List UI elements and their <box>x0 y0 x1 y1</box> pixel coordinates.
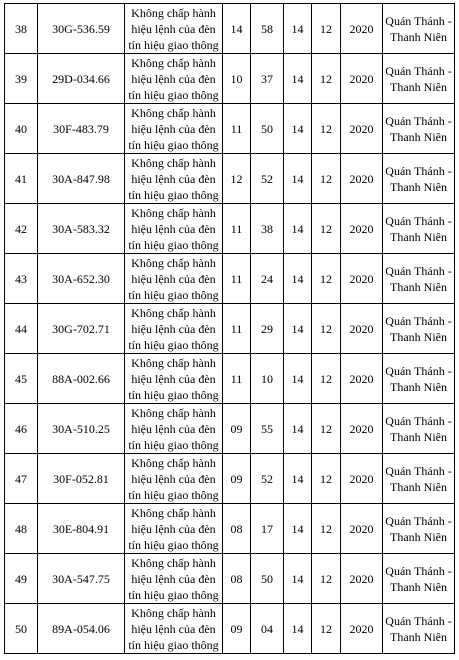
month-cell: 12 <box>312 54 341 104</box>
violation-line: Không chấp hành <box>131 405 216 420</box>
month-cell: 12 <box>312 104 341 154</box>
year-cell: 2020 <box>341 504 383 554</box>
location-line: Thanh Niên <box>390 129 447 144</box>
plate-cell: 30G-536.59 <box>38 4 125 54</box>
violation-line: Không chấp hành <box>131 255 216 270</box>
violation-cell <box>125 354 223 404</box>
hour-cell: 10 <box>223 54 251 104</box>
violation-line: hiệu lệnh của đèn <box>131 71 216 86</box>
month-cell: 12 <box>312 254 341 304</box>
day-cell: 14 <box>284 254 312 304</box>
location-line: Quán Thánh - <box>385 213 452 228</box>
violation-line: hiệu lệnh của đèn <box>131 21 216 36</box>
stt-cell: 50 <box>5 604 38 654</box>
day-cell: 14 <box>284 104 312 154</box>
violation-line: Không chấp hành <box>131 505 216 520</box>
violation-cell <box>125 404 223 454</box>
stt-cell: 38 <box>5 4 38 54</box>
day-cell: 14 <box>284 504 312 554</box>
location-line: Quán Thánh - <box>385 63 452 78</box>
violation-line: tín hiệu giao thông <box>128 287 219 302</box>
hour-cell: 09 <box>223 454 251 504</box>
stt-cell: 42 <box>5 204 38 254</box>
table-body <box>5 4 455 654</box>
stt-cell: 44 <box>5 304 38 354</box>
month-cell: 12 <box>312 204 341 254</box>
location-line: Thanh Niên <box>390 579 447 594</box>
month-cell: 12 <box>312 454 341 504</box>
location-line: Quán Thánh - <box>385 163 452 178</box>
violation-cell <box>125 104 223 154</box>
violation-cell <box>125 204 223 254</box>
violations-table <box>4 3 455 654</box>
location-line: Quán Thánh - <box>385 263 452 278</box>
table-row <box>5 204 455 254</box>
hour-cell: 09 <box>223 604 251 654</box>
location-cell <box>383 354 455 404</box>
day-cell: 14 <box>284 604 312 654</box>
location-cell <box>383 104 455 154</box>
violation-cell <box>125 554 223 604</box>
violation-line: tín hiệu giao thông <box>128 437 219 452</box>
day-cell: 14 <box>284 204 312 254</box>
violation-cell <box>125 154 223 204</box>
violation-line: Không chấp hành <box>131 355 216 370</box>
hour-cell: 09 <box>223 404 251 454</box>
stt-cell: 39 <box>5 54 38 104</box>
stt-cell: 47 <box>5 454 38 504</box>
table-row <box>5 304 455 354</box>
table-row <box>5 154 455 204</box>
location-cell <box>383 4 455 54</box>
hour-cell: 11 <box>223 204 251 254</box>
violation-line: hiệu lệnh của đèn <box>131 271 216 286</box>
violation-line: Không chấp hành <box>131 455 216 470</box>
location-cell <box>383 154 455 204</box>
stt-cell: 46 <box>5 404 38 454</box>
plate-cell: 88A-002.66 <box>38 354 125 404</box>
minute-cell: 37 <box>251 54 284 104</box>
violation-cell <box>125 254 223 304</box>
location-line: Thanh Niên <box>390 429 447 444</box>
year-cell: 2020 <box>341 304 383 354</box>
table-row <box>5 454 455 504</box>
stt-cell: 43 <box>5 254 38 304</box>
location-line: Thanh Niên <box>390 329 447 344</box>
minute-cell: 10 <box>251 354 284 404</box>
minute-cell: 29 <box>251 304 284 354</box>
year-cell: 2020 <box>341 154 383 204</box>
location-line: Thanh Niên <box>390 479 447 494</box>
stt-cell: 48 <box>5 504 38 554</box>
year-cell: 2020 <box>341 554 383 604</box>
plate-cell: 89A-054.06 <box>38 604 125 654</box>
violation-line: tín hiệu giao thông <box>128 187 219 202</box>
violation-line: hiệu lệnh của đèn <box>131 171 216 186</box>
year-cell: 2020 <box>341 604 383 654</box>
day-cell: 14 <box>284 404 312 454</box>
table-row <box>5 104 455 154</box>
violation-line: tín hiệu giao thông <box>128 537 219 552</box>
minute-cell: 50 <box>251 554 284 604</box>
location-line: Quán Thánh - <box>385 513 452 528</box>
plate-cell: 30F-052.81 <box>38 454 125 504</box>
month-cell: 12 <box>312 4 341 54</box>
violation-line: Không chấp hành <box>131 305 216 320</box>
month-cell: 12 <box>312 154 341 204</box>
plate-cell: 30A-652.30 <box>38 254 125 304</box>
violation-line: tín hiệu giao thông <box>128 387 219 402</box>
violation-line: hiệu lệnh của đèn <box>131 121 216 136</box>
minute-cell: 04 <box>251 604 284 654</box>
violation-line: Không chấp hành <box>131 555 216 570</box>
stt-cell: 49 <box>5 554 38 604</box>
minute-cell: 38 <box>251 204 284 254</box>
violation-line: tín hiệu giao thông <box>128 87 219 102</box>
location-line: Quán Thánh - <box>385 563 452 578</box>
location-line: Thanh Niên <box>390 279 447 294</box>
violation-line: Không chấp hành <box>131 205 216 220</box>
violation-cell <box>125 54 223 104</box>
table-row <box>5 404 455 454</box>
location-line: Thanh Niên <box>390 529 447 544</box>
violation-cell <box>125 454 223 504</box>
month-cell: 12 <box>312 504 341 554</box>
day-cell: 14 <box>284 304 312 354</box>
minute-cell: 52 <box>251 454 284 504</box>
hour-cell: 11 <box>223 254 251 304</box>
plate-cell: 30F-483.79 <box>38 104 125 154</box>
year-cell: 2020 <box>341 104 383 154</box>
violation-line: tín hiệu giao thông <box>128 137 219 152</box>
hour-cell: 11 <box>223 354 251 404</box>
violation-line: hiệu lệnh của đèn <box>131 221 216 236</box>
violation-line: hiệu lệnh của đèn <box>131 521 216 536</box>
violation-line: tín hiệu giao thông <box>128 487 219 502</box>
hour-cell: 12 <box>223 154 251 204</box>
year-cell: 2020 <box>341 404 383 454</box>
table-row <box>5 554 455 604</box>
minute-cell: 55 <box>251 404 284 454</box>
location-cell <box>383 204 455 254</box>
violation-line: Không chấp hành <box>131 5 216 20</box>
plate-cell: 30E-804.91 <box>38 504 125 554</box>
location-cell <box>383 54 455 104</box>
minute-cell: 24 <box>251 254 284 304</box>
day-cell: 14 <box>284 154 312 204</box>
location-line: Thanh Niên <box>390 229 447 244</box>
plate-cell: 30A-847.98 <box>38 154 125 204</box>
location-line: Thanh Niên <box>390 79 447 94</box>
day-cell: 14 <box>284 354 312 404</box>
location-line: Quán Thánh - <box>385 463 452 478</box>
day-cell: 14 <box>284 54 312 104</box>
violation-line: Không chấp hành <box>131 55 216 70</box>
violation-line: tín hiệu giao thông <box>128 237 219 252</box>
location-line: Thanh Niên <box>390 29 447 44</box>
location-cell <box>383 454 455 504</box>
plate-cell: 30A-510.25 <box>38 404 125 454</box>
month-cell: 12 <box>312 604 341 654</box>
day-cell: 14 <box>284 4 312 54</box>
table-row <box>5 54 455 104</box>
year-cell: 2020 <box>341 354 383 404</box>
table-row <box>5 504 455 554</box>
violation-line: hiệu lệnh của đèn <box>131 371 216 386</box>
location-line: Quán Thánh - <box>385 413 452 428</box>
violation-line: hiệu lệnh của đèn <box>131 621 216 636</box>
violation-line: hiệu lệnh của đèn <box>131 321 216 336</box>
violation-line: hiệu lệnh của đèn <box>131 471 216 486</box>
location-line: Quán Thánh - <box>385 313 452 328</box>
table-row <box>5 604 455 654</box>
day-cell: 14 <box>284 454 312 504</box>
violation-cell <box>125 304 223 354</box>
year-cell: 2020 <box>341 54 383 104</box>
violation-line: tín hiệu giao thông <box>128 587 219 602</box>
location-cell <box>383 254 455 304</box>
violation-line: tín hiệu giao thông <box>128 37 219 52</box>
minute-cell: 52 <box>251 154 284 204</box>
location-cell <box>383 304 455 354</box>
hour-cell: 11 <box>223 104 251 154</box>
month-cell: 12 <box>312 404 341 454</box>
hour-cell: 14 <box>223 4 251 54</box>
table-row <box>5 354 455 404</box>
year-cell: 2020 <box>341 454 383 504</box>
violation-line: Không chấp hành <box>131 105 216 120</box>
plate-cell: 30G-702.71 <box>38 304 125 354</box>
location-cell <box>383 604 455 654</box>
location-line: Thanh Niên <box>390 629 447 644</box>
month-cell: 12 <box>312 304 341 354</box>
violation-cell <box>125 504 223 554</box>
location-cell <box>383 554 455 604</box>
location-line: Quán Thánh - <box>385 363 452 378</box>
violation-line: Không chấp hành <box>131 605 216 620</box>
day-cell: 14 <box>284 554 312 604</box>
year-cell: 2020 <box>341 204 383 254</box>
location-line: Quán Thánh - <box>385 613 452 628</box>
stt-cell: 40 <box>5 104 38 154</box>
hour-cell: 11 <box>223 304 251 354</box>
table-row <box>5 254 455 304</box>
violation-line: hiệu lệnh của đèn <box>131 421 216 436</box>
violation-cell <box>125 4 223 54</box>
violation-line: tín hiệu giao thông <box>128 337 219 352</box>
location-line: Thanh Niên <box>390 179 447 194</box>
violation-line: hiệu lệnh của đèn <box>131 571 216 586</box>
table-row <box>5 4 455 54</box>
location-line: Thanh Niên <box>390 379 447 394</box>
violation-cell <box>125 604 223 654</box>
location-cell <box>383 404 455 454</box>
location-line: Quán Thánh - <box>385 13 452 28</box>
violation-line: Không chấp hành <box>131 155 216 170</box>
plate-cell: 30A-547.75 <box>38 554 125 604</box>
location-line: Quán Thánh - <box>385 113 452 128</box>
minute-cell: 58 <box>251 4 284 54</box>
stt-cell: 41 <box>5 154 38 204</box>
minute-cell: 17 <box>251 504 284 554</box>
month-cell: 12 <box>312 354 341 404</box>
location-cell <box>383 504 455 554</box>
hour-cell: 08 <box>223 554 251 604</box>
stt-cell: 45 <box>5 354 38 404</box>
violation-line: tín hiệu giao thông <box>128 637 219 652</box>
plate-cell: 30A-583.32 <box>38 204 125 254</box>
year-cell: 2020 <box>341 254 383 304</box>
hour-cell: 08 <box>223 504 251 554</box>
year-cell: 2020 <box>341 4 383 54</box>
plate-cell: 29D-034.66 <box>38 54 125 104</box>
month-cell: 12 <box>312 554 341 604</box>
minute-cell: 50 <box>251 104 284 154</box>
